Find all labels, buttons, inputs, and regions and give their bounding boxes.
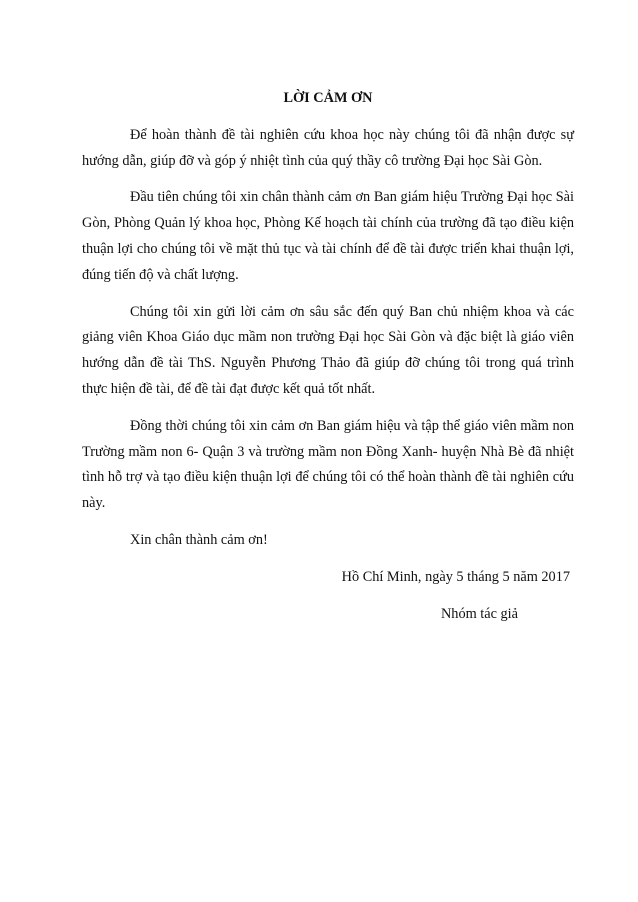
paragraph-intro: Để hoàn thành đề tài nghiên cứu khoa học này chúng tôi đã nhận được sự hướng dẫn, giúp đỡ và góp ý nhiệt tình của quý thầy cô trường Đại học Sài Gòn. xyxy=(82,126,574,169)
document-body xyxy=(82,86,574,627)
paragraph-thanks-schools: Đồng thời chúng tôi xin cảm ơn Ban giám hiệu và tập thể giáo viên mầm non Trường mầm non 6- Quận 3 và trường mầm non Đồng Xanh- huyện Nhà Bè đã nhiệt tình hỗ trợ và tạo điều kiện thuận lợi để chúng tôi có thể hoàn thành đề tài nghiên cứu này. xyxy=(82,417,574,512)
page-title: LỜI CẢM ƠN xyxy=(283,90,373,106)
author-line: Nhóm tác giả xyxy=(440,605,518,622)
closing-line: Xin chân thành cảm ơn! xyxy=(130,531,268,548)
paragraph-thanks-faculty: Chúng tôi xin gửi lời cảm ơn sâu sắc đến quý Ban chủ nhiệm khoa và các giảng viên Khoa Giáo dục mầm non trường Đại học Sài Gòn và đặc biệt là giáo viên hướng dẫn đề tài ThS. Nguyễn Phương Thảo đã giúp đỡ chúng tôi trong quá trình thực hiện đề tài, để đề tài đạt được kết quả tốt nhất. xyxy=(82,303,574,397)
date-line: Hồ Chí Minh, ngày 5 tháng 5 năm 2017 xyxy=(341,568,570,585)
paragraph-thanks-university: Đầu tiên chúng tôi xin chân thành cảm ơn Ban giám hiệu Trường Đại học Sài Gòn, Phòng Quản lý khoa học, Phòng Kế hoạch tài chính của trường đã tạo điều kiện thuận lợi cho chúng tôi về mặt thủ tục và tài chính để đề tài được triển khai thuận lợi, đúng tiến độ và chất lượng. xyxy=(82,189,574,283)
